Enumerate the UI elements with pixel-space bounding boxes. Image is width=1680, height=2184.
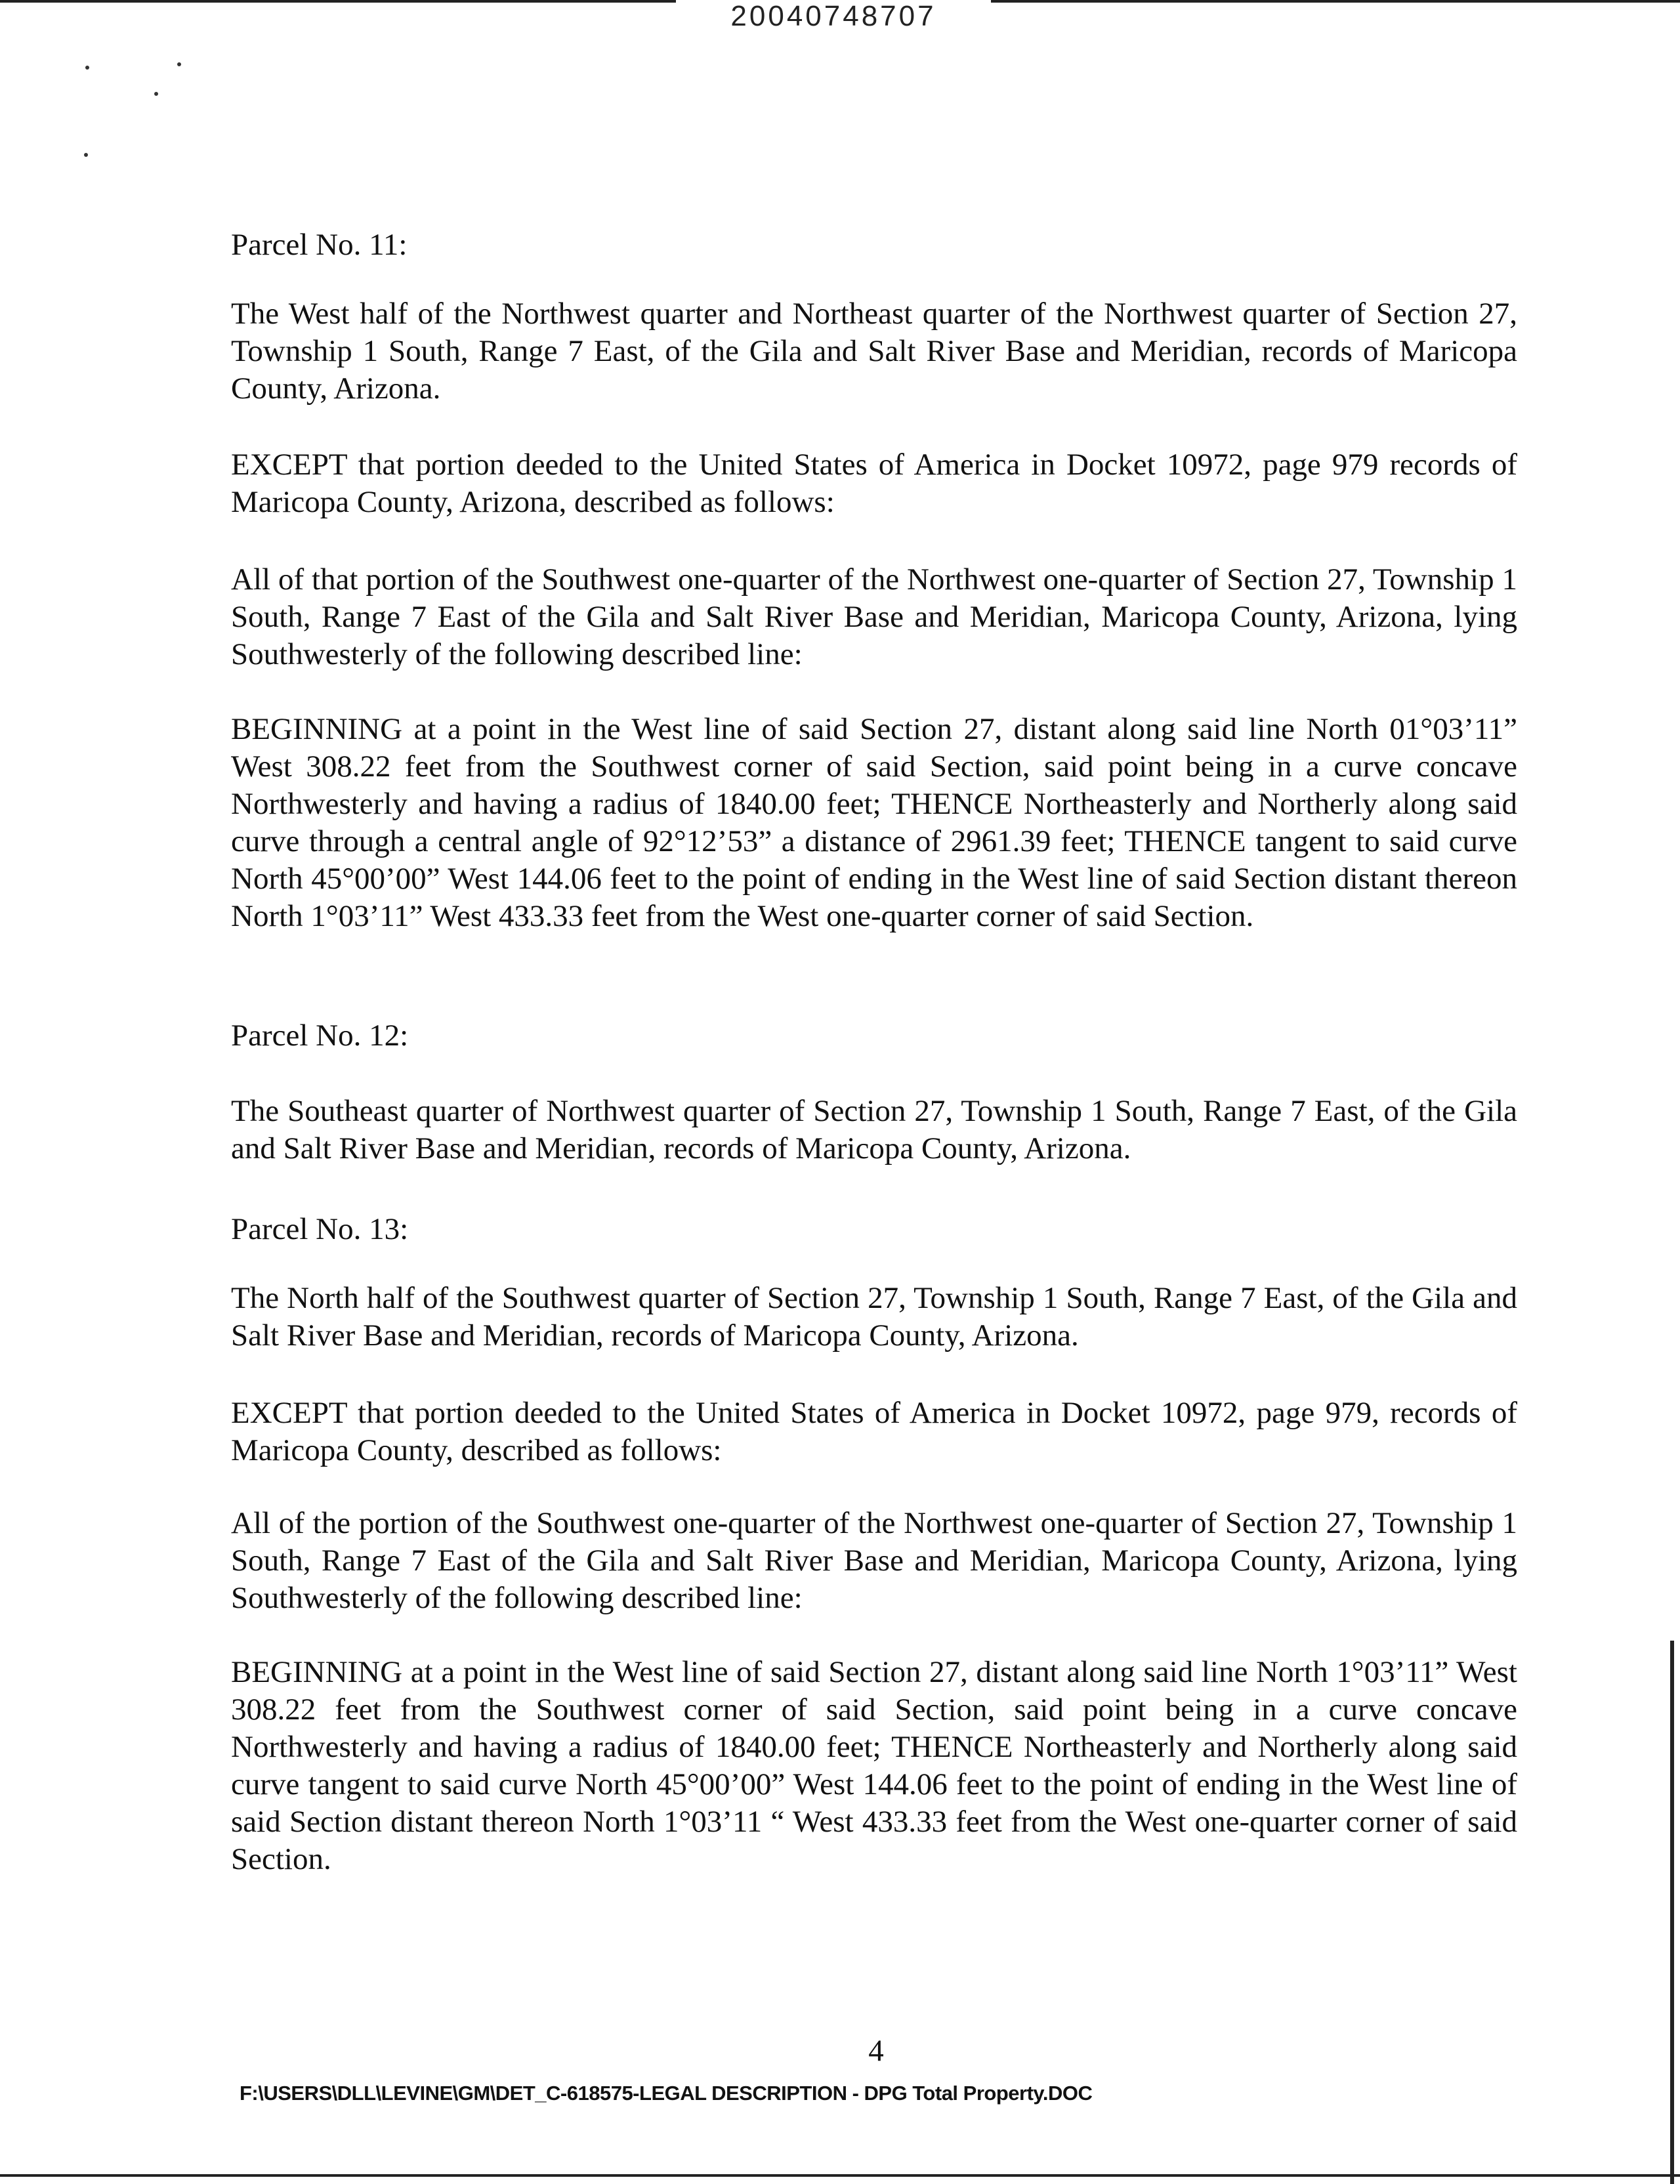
scan-speck <box>85 66 89 70</box>
parcel-11-paragraph: EXCEPT that portion deeded to the United States of America in Docket 10972, page 979 records of Maricopa County, Arizona, described as follows: <box>231 448 1517 519</box>
parcel-13-description <box>231 1280 1517 1354</box>
parcel-12-description <box>231 1093 1517 1167</box>
parcel-13-portion <box>231 1505 1517 1617</box>
parcel-11-paragraph: All of that portion of the Southwest one-quarter of the Northwest one-quarter of Section 27, Township 1 South, Range 7 East of the Gila and Salt River Base and Meridian, Maricopa County, Arizona, lying Southwesterly of the following described line: <box>231 562 1517 671</box>
parcel-11-beginning <box>231 711 1517 935</box>
page-number: 4 <box>868 2034 884 2068</box>
parcel-12-paragraph: The Southeast quarter of Northwest quarter of Section 27, Township 1 South, Range 7 East, of the Gila and Salt River Base and Meridian, records of Maricopa County, Arizona. <box>231 1094 1517 1166</box>
parcel-11-portion <box>231 561 1517 673</box>
parcel-11-heading: Parcel No. 11: <box>231 228 408 262</box>
file-path-footer: F:\USERS\DLL\LEVINE\GM\DET_C-618575-LEGAL DESCRIPTION - DPG Total Property.DOC <box>240 2082 1093 2105</box>
parcel-12-heading: Parcel No. 12: <box>231 1018 409 1053</box>
parcel-13-paragraph: EXCEPT that portion deeded to the United States of America in Docket 10972, page 979, records of Maricopa County, described as follows: <box>231 1396 1517 1467</box>
scan-speck <box>84 153 88 157</box>
scan-speck <box>177 62 181 66</box>
scan-speck <box>154 92 158 96</box>
parcel-13-exception <box>231 1395 1517 1469</box>
right-scan-edge <box>1670 1641 1674 2184</box>
parcel-11-exception <box>231 446 1517 521</box>
recording-number-stamp: 20040748707 <box>730 0 936 32</box>
parcel-11-paragraph: BEGINNING at a point in the West line of said Section 27, distant along said line North 01°03’11” West 308.22 feet from the Southwest corner of said Section, said point being in a curve concave Northwesterly and having a radius of 1840.00 feet; THENCE Northeasterly and Northerly along said curve through a central angle of 92°12’53” a distance of 2961.39 feet; THENCE tangent to said curve North 45°00’00” West 144.06 feet to the point of ending in the West line of said Section distant thereon North 1°03’11” West 433.33 feet from the West one-quarter corner of said Section. <box>231 712 1517 933</box>
parcel-11-paragraph: The West half of the Northwest quarter and Northeast quarter of the Northwest quarter of Section 27, Township 1 South, Range 7 East, of the Gila and Salt River Base and Meridian, records of Maricopa County, Arizona. <box>231 297 1517 406</box>
parcel-13-paragraph: All of the portion of the Southwest one-quarter of the Northwest one-quarter of Section 27, Township 1 South, Range 7 East of the Gila and Salt River Base and Meridian, Maricopa County, Arizona, lying Southwesterly of the following described line: <box>231 1506 1517 1615</box>
bottom-scan-edge <box>0 2174 1680 2177</box>
top-scan-edge-left <box>0 0 676 3</box>
top-scan-edge-right <box>991 0 1680 3</box>
parcel-13-paragraph: The North half of the Southwest quarter of Section 27, Township 1 South, Range 7 East, of the Gila and Salt River Base and Meridian, records of Maricopa County, Arizona. <box>231 1281 1517 1353</box>
parcel-13-heading: Parcel No. 13: <box>231 1212 409 1246</box>
parcel-13-beginning <box>231 1654 1517 1878</box>
parcel-13-paragraph: BEGINNING at a point in the West line of said Section 27, distant along said line North 1°03’11” West 308.22 feet from the Southwest corner of said Section, said point being in a curve concave Northwesterly and having a radius of 1840.00 feet; THENCE Northeasterly and Northerly along said curve tangent to said curve North 45°00’00” West 144.06 feet to the point of ending in the West line of said Section distant thereon North 1°03’11 “ West 433.33 feet from the West one-quarter corner of said Section. <box>231 1655 1517 1876</box>
parcel-11-description <box>231 295 1517 408</box>
